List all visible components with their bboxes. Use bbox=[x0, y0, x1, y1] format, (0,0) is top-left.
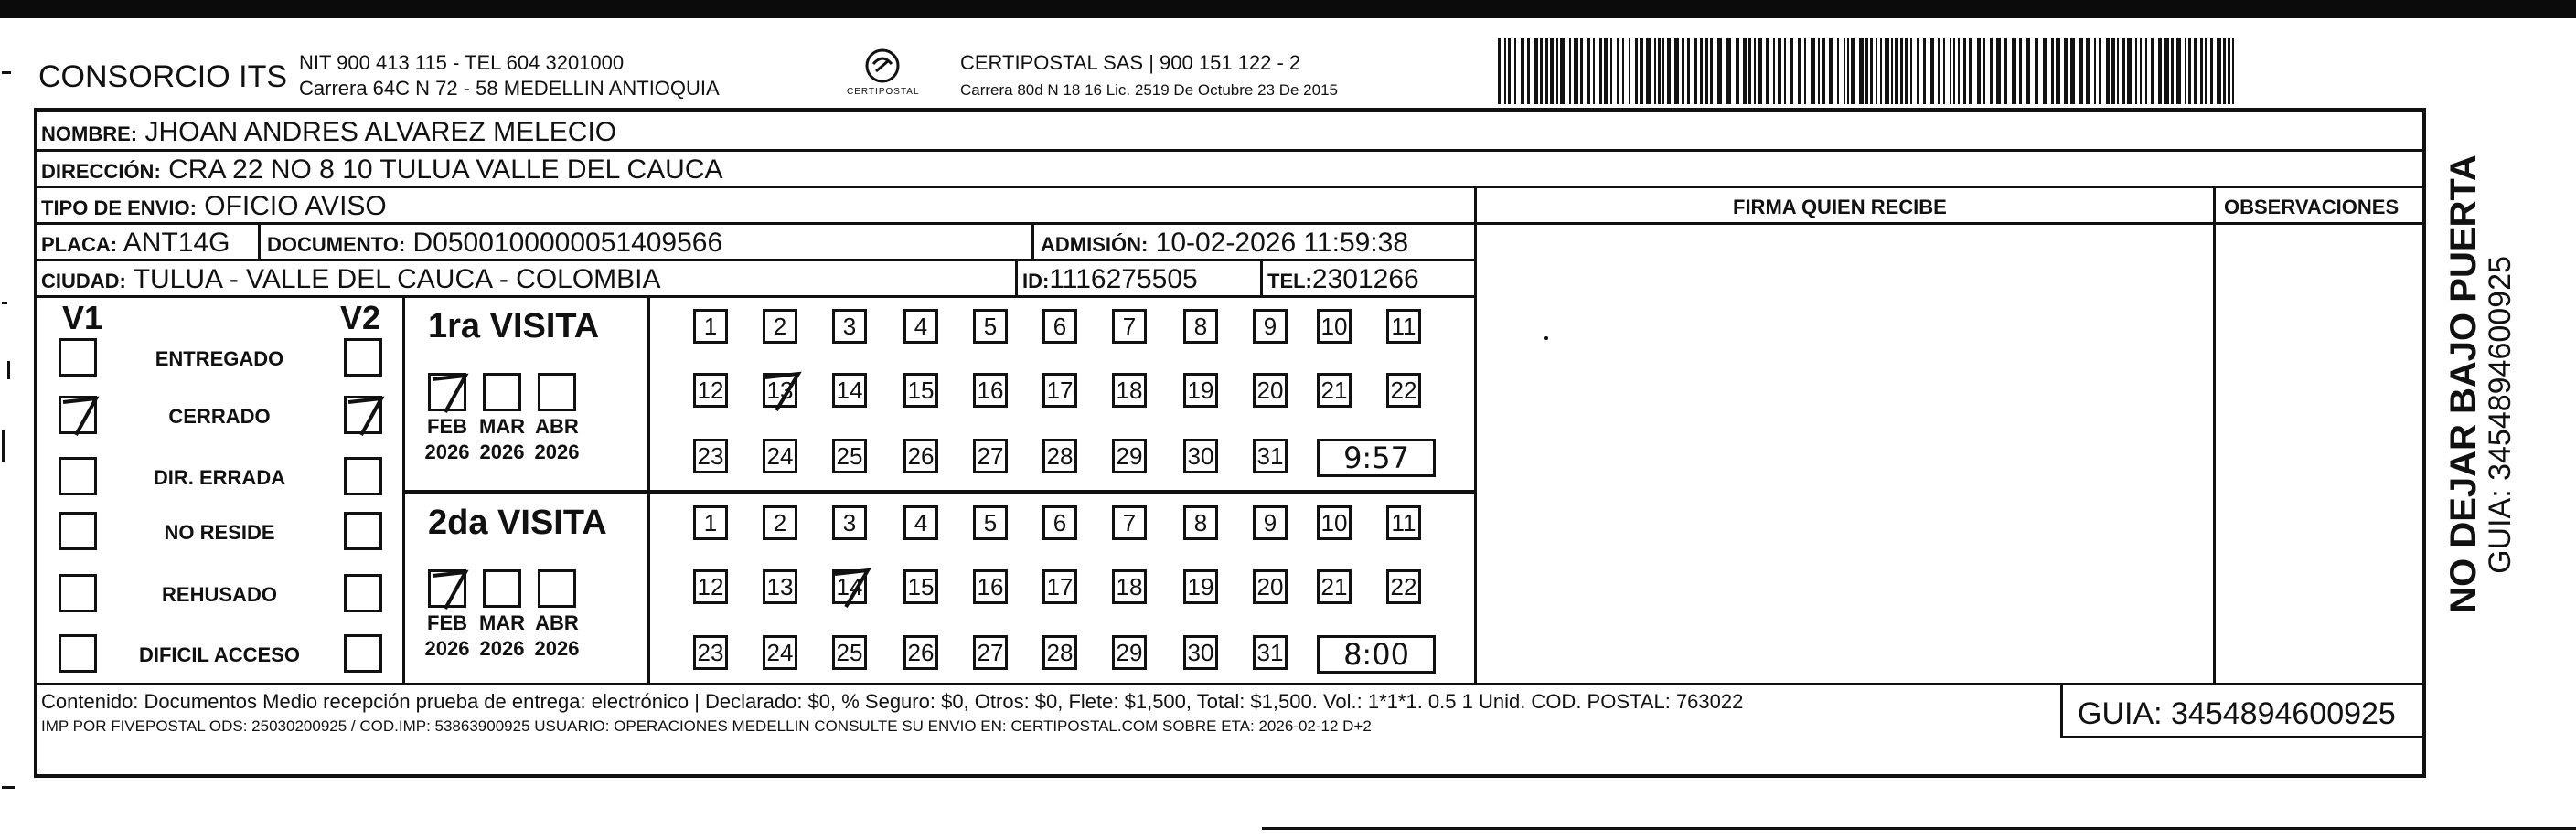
day-number: 8 bbox=[1193, 508, 1208, 536]
cell-divider bbox=[1031, 222, 1034, 259]
day-box[interactable] bbox=[1112, 439, 1147, 473]
day-number: 9 bbox=[1263, 312, 1277, 340]
day-number: 24 bbox=[766, 638, 794, 666]
day-box[interactable] bbox=[693, 373, 728, 408]
year-label: 2026 bbox=[424, 637, 470, 660]
day-number: 23 bbox=[697, 441, 724, 470]
row-divider bbox=[34, 222, 2426, 225]
v1-checkbox[interactable] bbox=[59, 338, 97, 377]
month-checkbox[interactable] bbox=[538, 569, 576, 608]
scan-top-border bbox=[0, 0, 2576, 18]
day-number: 5 bbox=[983, 312, 998, 340]
month-label: FEB bbox=[427, 611, 467, 634]
day-number: 8 bbox=[1193, 312, 1208, 340]
v2-checkbox[interactable] bbox=[344, 396, 382, 434]
admision-row bbox=[1041, 229, 1408, 257]
day-number: 17 bbox=[1046, 376, 1074, 404]
day-box[interactable] bbox=[973, 439, 1008, 473]
month-label: ABR bbox=[535, 415, 579, 438]
scan-mark bbox=[2, 786, 15, 789]
day-number: 24 bbox=[766, 441, 794, 470]
day-box[interactable] bbox=[1253, 309, 1288, 344]
day-box[interactable] bbox=[903, 439, 938, 473]
status-option-label: NO RESIDE bbox=[164, 521, 275, 544]
row-divider bbox=[34, 149, 2426, 152]
year-label: 2026 bbox=[534, 441, 580, 463]
day-number: 22 bbox=[1390, 376, 1417, 404]
nit-line: NIT 900 413 115 - TEL 604 3201000 bbox=[299, 51, 625, 74]
carrier-line: CERTIPOSTAL SAS | 900 151 122 - 2 bbox=[960, 51, 1301, 74]
form-frame bbox=[34, 108, 2426, 778]
day-box[interactable] bbox=[763, 439, 797, 473]
day-box[interactable] bbox=[1183, 569, 1218, 604]
day-number: 27 bbox=[977, 638, 1004, 666]
day-box[interactable] bbox=[1386, 505, 1421, 540]
row-divider bbox=[34, 295, 1477, 298]
day-box[interactable] bbox=[973, 373, 1008, 408]
day-box[interactable] bbox=[763, 505, 797, 540]
day-box[interactable] bbox=[763, 635, 797, 670]
scan-mark bbox=[2, 71, 11, 74]
day-number: 7 bbox=[1122, 312, 1137, 340]
day-box[interactable] bbox=[903, 309, 938, 344]
status-option-label: DIFICIL ACCESO bbox=[138, 643, 300, 666]
day-box[interactable] bbox=[763, 569, 797, 604]
day-box[interactable] bbox=[1183, 373, 1218, 408]
day-box[interactable] bbox=[973, 309, 1008, 344]
documento-label: DOCUMENTO: bbox=[267, 233, 406, 256]
cell-divider bbox=[1015, 259, 1018, 295]
day-box[interactable] bbox=[832, 373, 867, 408]
guia-box-bottom bbox=[2060, 736, 2423, 738]
id-label: ID: bbox=[1022, 270, 1050, 292]
day-box[interactable] bbox=[973, 635, 1008, 670]
month-checkbox[interactable] bbox=[538, 373, 576, 411]
carrier-address: Carrera 80d N 18 16 Lic. 2519 De Octubre 23 De 2015 bbox=[960, 81, 1338, 99]
v2-checkbox[interactable] bbox=[344, 338, 382, 377]
tipo-value: OFICIO AVISO bbox=[204, 191, 387, 221]
day-box[interactable] bbox=[693, 309, 728, 344]
day-number: 13 bbox=[766, 572, 794, 600]
month-label: FEB bbox=[427, 415, 467, 438]
day-number: 14 bbox=[836, 572, 863, 600]
day-number: 4 bbox=[914, 312, 928, 340]
ciudad-row bbox=[41, 266, 661, 293]
day-box[interactable] bbox=[1112, 505, 1147, 540]
contenido-text: Contenido: Documentos Medio recepción prueba de entrega: electrónico | Declarado: $0, % Seguro: $0, Otros: $0, Flete: $1,500, Total: $1,500. Vol.: 1*1*1. 0.5 1 Unid. COD. POSTAL: 763022 bbox=[41, 690, 1744, 713]
day-box[interactable] bbox=[1183, 635, 1218, 670]
v1-checkbox[interactable] bbox=[59, 457, 97, 495]
day-box[interactable] bbox=[1386, 569, 1421, 604]
day-number: 11 bbox=[1391, 312, 1416, 340]
day-box[interactable] bbox=[832, 505, 867, 540]
day-box[interactable] bbox=[973, 569, 1008, 604]
day-number: 31 bbox=[1256, 638, 1284, 666]
year-label: 2026 bbox=[424, 441, 470, 463]
id-value: 1116275505 bbox=[1049, 264, 1198, 294]
status-option-label: REHUSADO bbox=[162, 583, 277, 606]
cell-divider bbox=[258, 222, 261, 259]
day-box[interactable] bbox=[973, 505, 1008, 540]
day-box[interactable] bbox=[1042, 505, 1077, 540]
day-number: 17 bbox=[1046, 572, 1074, 600]
day-number: 20 bbox=[1256, 572, 1284, 600]
day-number: 3 bbox=[842, 508, 857, 536]
day-box[interactable] bbox=[832, 439, 867, 473]
day-number: 2 bbox=[773, 508, 787, 536]
tel-label: TEL: bbox=[1267, 270, 1312, 292]
direccion-label: DIRECCIÓN: bbox=[41, 160, 161, 183]
day-box[interactable] bbox=[903, 505, 938, 540]
company-name: CONSORCIO ITS bbox=[38, 59, 288, 94]
admision-value: 10-02-2026 11:59:38 bbox=[1155, 228, 1409, 258]
day-box[interactable] bbox=[693, 505, 728, 540]
direccion-row bbox=[41, 156, 723, 184]
day-box[interactable] bbox=[1042, 569, 1077, 604]
day-number: 12 bbox=[697, 572, 724, 600]
visit-time: 8:00 bbox=[1343, 637, 1409, 672]
firma-label: FIRMA QUIEN RECIBE bbox=[1733, 196, 1947, 218]
day-box[interactable] bbox=[693, 635, 728, 670]
day-number: 31 bbox=[1256, 441, 1284, 470]
day-box[interactable] bbox=[763, 373, 797, 408]
observaciones-divider bbox=[2213, 186, 2216, 683]
day-number: 7 bbox=[1122, 508, 1137, 536]
no-dejar-warning: NO DEJAR BAJO PUERTA bbox=[2443, 154, 2484, 613]
cell-divider bbox=[1260, 259, 1263, 295]
side-guia: GUIA: 3454894600925 bbox=[2483, 256, 2517, 574]
day-number: 10 bbox=[1320, 508, 1348, 536]
visit-time-box[interactable] bbox=[1317, 439, 1436, 477]
visit-title: 1ra VISITA bbox=[428, 307, 600, 345]
placa-row bbox=[41, 229, 230, 257]
v2-header: V2 bbox=[340, 299, 381, 336]
ciudad-label: CIUDAD: bbox=[41, 270, 126, 292]
day-box[interactable] bbox=[1253, 373, 1288, 408]
day-number: 6 bbox=[1053, 508, 1067, 536]
status-option-label: DIR. ERRADA bbox=[153, 466, 286, 489]
nombre-row bbox=[41, 119, 616, 146]
day-box[interactable] bbox=[1183, 309, 1218, 344]
day-number: 21 bbox=[1320, 376, 1348, 404]
day-box[interactable] bbox=[903, 569, 938, 604]
day-box[interactable] bbox=[1317, 373, 1352, 408]
day-number: 22 bbox=[1390, 572, 1417, 600]
month-label: ABR bbox=[535, 611, 579, 634]
visit-title: 2da VISITA bbox=[428, 504, 607, 542]
day-box[interactable] bbox=[1112, 373, 1147, 408]
v1-checkbox[interactable] bbox=[59, 634, 97, 673]
admision-label: ADMISIÓN: bbox=[1041, 233, 1149, 256]
day-box[interactable] bbox=[1042, 309, 1077, 344]
day-box[interactable] bbox=[1183, 505, 1218, 540]
day-box[interactable] bbox=[1112, 569, 1147, 604]
nombre-label: NOMBRE: bbox=[41, 122, 138, 145]
day-number: 28 bbox=[1046, 441, 1074, 470]
day-box[interactable] bbox=[1253, 569, 1288, 604]
day-number: 20 bbox=[1256, 376, 1284, 404]
month-checkbox[interactable] bbox=[483, 569, 521, 608]
day-number: 1 bbox=[703, 312, 718, 340]
row-divider bbox=[34, 186, 2426, 188]
day-box[interactable] bbox=[1253, 439, 1288, 473]
day-box[interactable] bbox=[1042, 439, 1077, 473]
day-box[interactable] bbox=[832, 309, 867, 344]
day-number: 2 bbox=[773, 312, 787, 340]
day-number: 29 bbox=[1116, 638, 1143, 666]
v1-checkbox[interactable] bbox=[59, 512, 97, 550]
guia-number: GUIA: 3454894600925 bbox=[2078, 696, 2396, 731]
day-number: 19 bbox=[1187, 572, 1214, 600]
day-number: 30 bbox=[1187, 638, 1214, 666]
scan-mark bbox=[2, 430, 5, 462]
day-number: 11 bbox=[1391, 508, 1416, 536]
tel-value: 2301266 bbox=[1311, 264, 1419, 294]
year-label: 2026 bbox=[479, 441, 525, 463]
day-number: 21 bbox=[1320, 572, 1348, 600]
day-box[interactable] bbox=[693, 439, 728, 473]
tipo-row bbox=[41, 193, 387, 220]
day-number: 26 bbox=[907, 638, 935, 666]
day-number: 12 bbox=[697, 376, 724, 404]
signature-dot bbox=[1544, 336, 1548, 340]
status-option-label: CERRADO bbox=[168, 405, 271, 428]
scan-mark bbox=[7, 361, 10, 379]
visit-time-box[interactable] bbox=[1317, 635, 1436, 674]
observaciones-label: OBSERVACIONES bbox=[2224, 196, 2400, 218]
day-box[interactable] bbox=[1183, 439, 1218, 473]
day-number: 28 bbox=[1046, 638, 1074, 666]
documento-value: D0500100000051409566 bbox=[412, 228, 723, 258]
v1-checkbox[interactable] bbox=[59, 574, 97, 612]
day-box[interactable] bbox=[1317, 569, 1352, 604]
tipo-label: TIPO DE ENVIO: bbox=[41, 196, 197, 219]
tel-row bbox=[1267, 266, 1419, 293]
month-checkbox[interactable] bbox=[483, 373, 521, 411]
day-number: 5 bbox=[983, 508, 998, 536]
day-box[interactable] bbox=[1042, 635, 1077, 670]
day-number: 25 bbox=[836, 441, 863, 470]
year-label: 2026 bbox=[479, 637, 525, 660]
status-option-label: ENTREGADO bbox=[155, 347, 284, 370]
day-box[interactable] bbox=[832, 635, 867, 670]
day-number: 14 bbox=[836, 376, 863, 404]
day-number: 27 bbox=[977, 441, 1004, 470]
day-number: 10 bbox=[1320, 312, 1348, 340]
day-number: 18 bbox=[1116, 376, 1143, 404]
month-label: MAR bbox=[478, 415, 526, 438]
day-box[interactable] bbox=[1317, 505, 1352, 540]
day-box[interactable] bbox=[1112, 635, 1147, 670]
day-number: 16 bbox=[977, 376, 1004, 404]
day-number: 16 bbox=[977, 572, 1004, 600]
day-box[interactable] bbox=[1042, 373, 1077, 408]
barcode bbox=[1498, 38, 2240, 104]
placa-label: PLACA: bbox=[41, 233, 118, 256]
month-checkbox[interactable] bbox=[428, 373, 466, 411]
day-box[interactable] bbox=[693, 569, 728, 604]
month-label: MAR bbox=[478, 611, 526, 634]
documento-row bbox=[267, 229, 722, 257]
v2-checkbox[interactable] bbox=[344, 574, 382, 612]
day-box[interactable] bbox=[1386, 309, 1421, 344]
v1-checkbox[interactable] bbox=[59, 396, 97, 434]
day-box[interactable] bbox=[1253, 505, 1288, 540]
day-box[interactable] bbox=[1253, 635, 1288, 670]
direccion-value: CRA 22 NO 8 10 TULUA VALLE DEL CAUCA bbox=[168, 154, 723, 185]
address-line: Carrera 64C N 72 - 58 MEDELLIN ANTIOQUIA bbox=[299, 77, 720, 100]
day-number: 15 bbox=[907, 376, 935, 404]
day-number: 9 bbox=[1263, 508, 1277, 536]
day-box[interactable] bbox=[832, 569, 867, 604]
day-number: 23 bbox=[697, 638, 724, 666]
certipostal-logo bbox=[841, 46, 924, 102]
guia-box-divider bbox=[2060, 683, 2063, 738]
day-number: 4 bbox=[914, 508, 928, 536]
day-number: 25 bbox=[836, 638, 863, 666]
day-box[interactable] bbox=[1112, 309, 1147, 344]
day-number: 1 bbox=[703, 508, 718, 536]
month-checkbox[interactable] bbox=[428, 569, 466, 608]
placa-value: ANT14G bbox=[123, 228, 230, 258]
day-number: 15 bbox=[907, 572, 935, 600]
v2-checkbox[interactable] bbox=[344, 634, 382, 673]
side-text bbox=[2427, 137, 2517, 658]
ciudad-value: TULUA - VALLE DEL CAUCA - COLOMBIA bbox=[133, 264, 661, 294]
day-box[interactable] bbox=[763, 309, 797, 344]
scan-mark bbox=[2, 302, 7, 304]
day-number: 29 bbox=[1116, 441, 1143, 470]
v1-header: V1 bbox=[62, 299, 103, 336]
footer-divider bbox=[34, 683, 2426, 685]
day-box[interactable] bbox=[903, 635, 938, 670]
year-label: 2026 bbox=[534, 637, 580, 660]
visits-mid-divider bbox=[402, 490, 1477, 494]
scan-bottom-line bbox=[1262, 827, 2576, 830]
imp-text: IMP POR FIVEPOSTAL ODS: 25030200925 / COD.IMP: 53863900925 USUARIO: OPERACIONES MEDELLIN CONSULTE SU ENVIO EN: CERTIPOSTAL.COM SOBRE ETA: 2026-02-12 D+2 bbox=[41, 717, 1372, 735]
id-row bbox=[1022, 266, 1198, 293]
logo-text: CERTIPOSTAL bbox=[847, 87, 920, 97]
day-number: 30 bbox=[1187, 441, 1214, 470]
day-number: 6 bbox=[1053, 312, 1067, 340]
day-box[interactable] bbox=[1386, 373, 1421, 408]
day-box[interactable] bbox=[1317, 309, 1352, 344]
visit-time: 9:57 bbox=[1343, 441, 1409, 475]
day-number: 26 bbox=[907, 441, 935, 470]
v2-checkbox[interactable] bbox=[344, 457, 382, 495]
nombre-value: JHOAN ANDRES ALVAREZ MELECIO bbox=[144, 117, 617, 147]
day-number: 3 bbox=[842, 312, 857, 340]
day-number: 18 bbox=[1116, 572, 1143, 600]
day-number: 13 bbox=[766, 376, 794, 404]
observaciones-right-divider bbox=[2423, 186, 2426, 683]
v2-checkbox[interactable] bbox=[344, 512, 382, 550]
day-number: 19 bbox=[1187, 376, 1214, 404]
day-box[interactable] bbox=[903, 373, 938, 408]
